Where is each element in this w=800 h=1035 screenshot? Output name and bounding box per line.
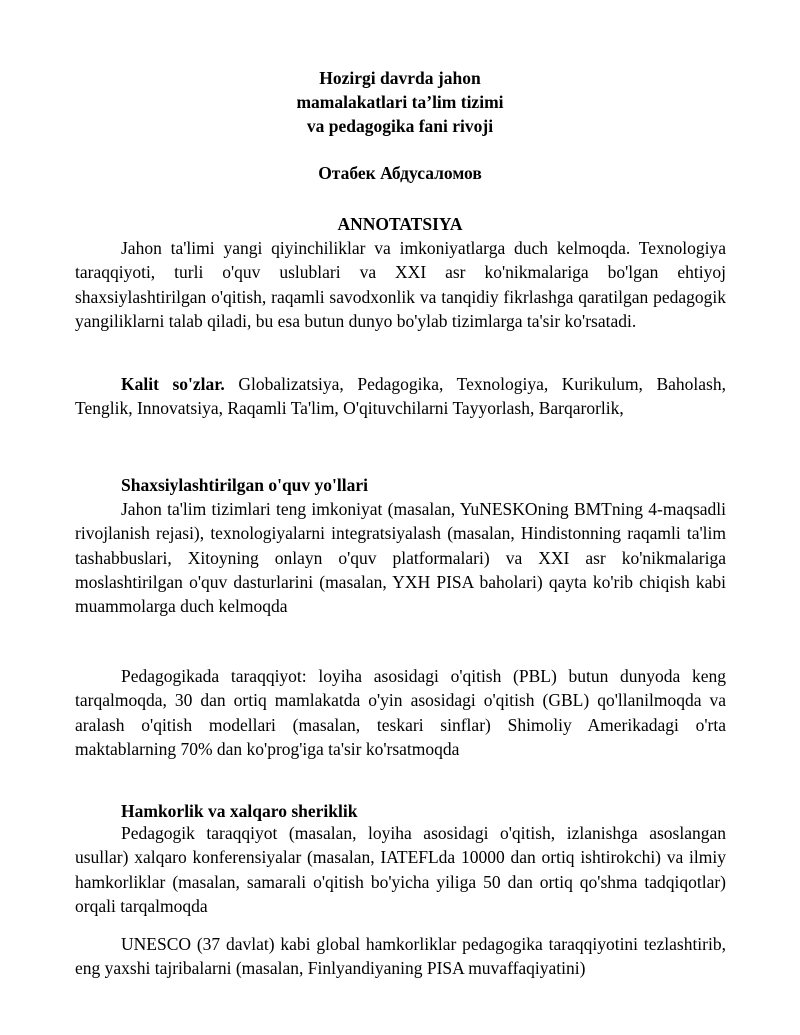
annotation-paragraph: Jahon ta'limi yangi qiyinchiliklar va imkoniyatlarga duch kelmoqda. Texnologiya taraqqiyoti, turli o'quv uslublari va XXI asr ko'nikmalariga bo'lgan ehtiyoj shaxsiylashtirilgan o'qitish, raqamli savodxonlik va tanqidiy fikrlashga qaratilgan pedagogik yangiliklarni talab qiladi, bu esa butun dunyo bo'ylab tizimlarga ta'sir ko'rsatadi. <box>75 238 726 331</box>
section1-paragraph-1: Jahon ta'lim tizimlari teng imkoniyat (masalan, YuNESKOning BMTning 4-maqsadli rivojlanish rejasi), texnologiyalarni integratsiyalash (masalan, Hindistonning raqamli ta'lim tashabbuslari, Xitoyning onlayn o'quv platformalari) va XXI asr ko'nikmalariga moslashtirilgan o'quv dasturlarini (masalan, YXH PISA baholari) qayta ko'rib chiqish kabi muammolarga duch kelmoqda <box>75 499 726 617</box>
document-title <box>0 66 800 138</box>
keywords-label: Kalit so'zlar. <box>121 374 225 394</box>
section1-paragraph-2: Pedagogikada taraqqiyot: loyiha asosidagi o'qitish (PBL) butun dunyoda keng tarqalmoqda, 30 dan ortiq mamlakatda o'yin asosidagi o'qitish (GBL) qo'llanilmoqda va aralash o'qitish modellari (masalan, teskari sinflar) Shimoliy Amerikadagi o'rta maktablarning 70% dan ko'prog'iga ta'sir ko'rsatmoqda <box>75 666 726 759</box>
title-line-2: mamalakatlari ta’lim tizimi <box>296 92 504 112</box>
section-heading-collaboration: Hamkorlik va xalqaro sheriklik <box>121 801 358 821</box>
keywords-text: Globalizatsiya, Pedagogika, Texnologiya, Kurikulum, Baholash, Tenglik, Innovatsiya, Raqamli Ta'lim, O'qituvchilarni Tayyorlash, Barqarorlik, <box>75 374 726 419</box>
section-heading-personalized-learning: Shaxsiylashtirilgan o'quv yo'llari <box>121 475 368 495</box>
annotation-heading: ANNOTATSIYA <box>337 214 463 234</box>
author-name: Отабек Абдусаломов <box>318 163 482 183</box>
keywords-paragraph <box>75 372 726 421</box>
title-line-1: Hozirgi davrda jahon <box>319 68 481 88</box>
section2-paragraph-1: Pedagogik taraqqiyot (masalan, loyiha asosidagi o'qitish, izlanishga asoslangan usullar) xalqaro konferensiyalar (masalan, IATEFLda 10000 dan ortiq ishtirokchi) va ilmiy hamkorliklar (masalan, samarali o'qitish bo'yicha yiliga 50 dan ortiq qo'shma tadqiqotlar) orqali tarqalmoqda <box>75 823 726 916</box>
title-line-3: va pedagogika fani rivoji <box>306 116 494 136</box>
section2-paragraph-2: UNESCO (37 davlat) kabi global hamkorliklar pedagogika taraqqiyotini tezlashtirib, eng yaxshi tajribalarni (masalan, Finlyandiyaning PISA muvaffaqiyatini) <box>75 934 726 979</box>
